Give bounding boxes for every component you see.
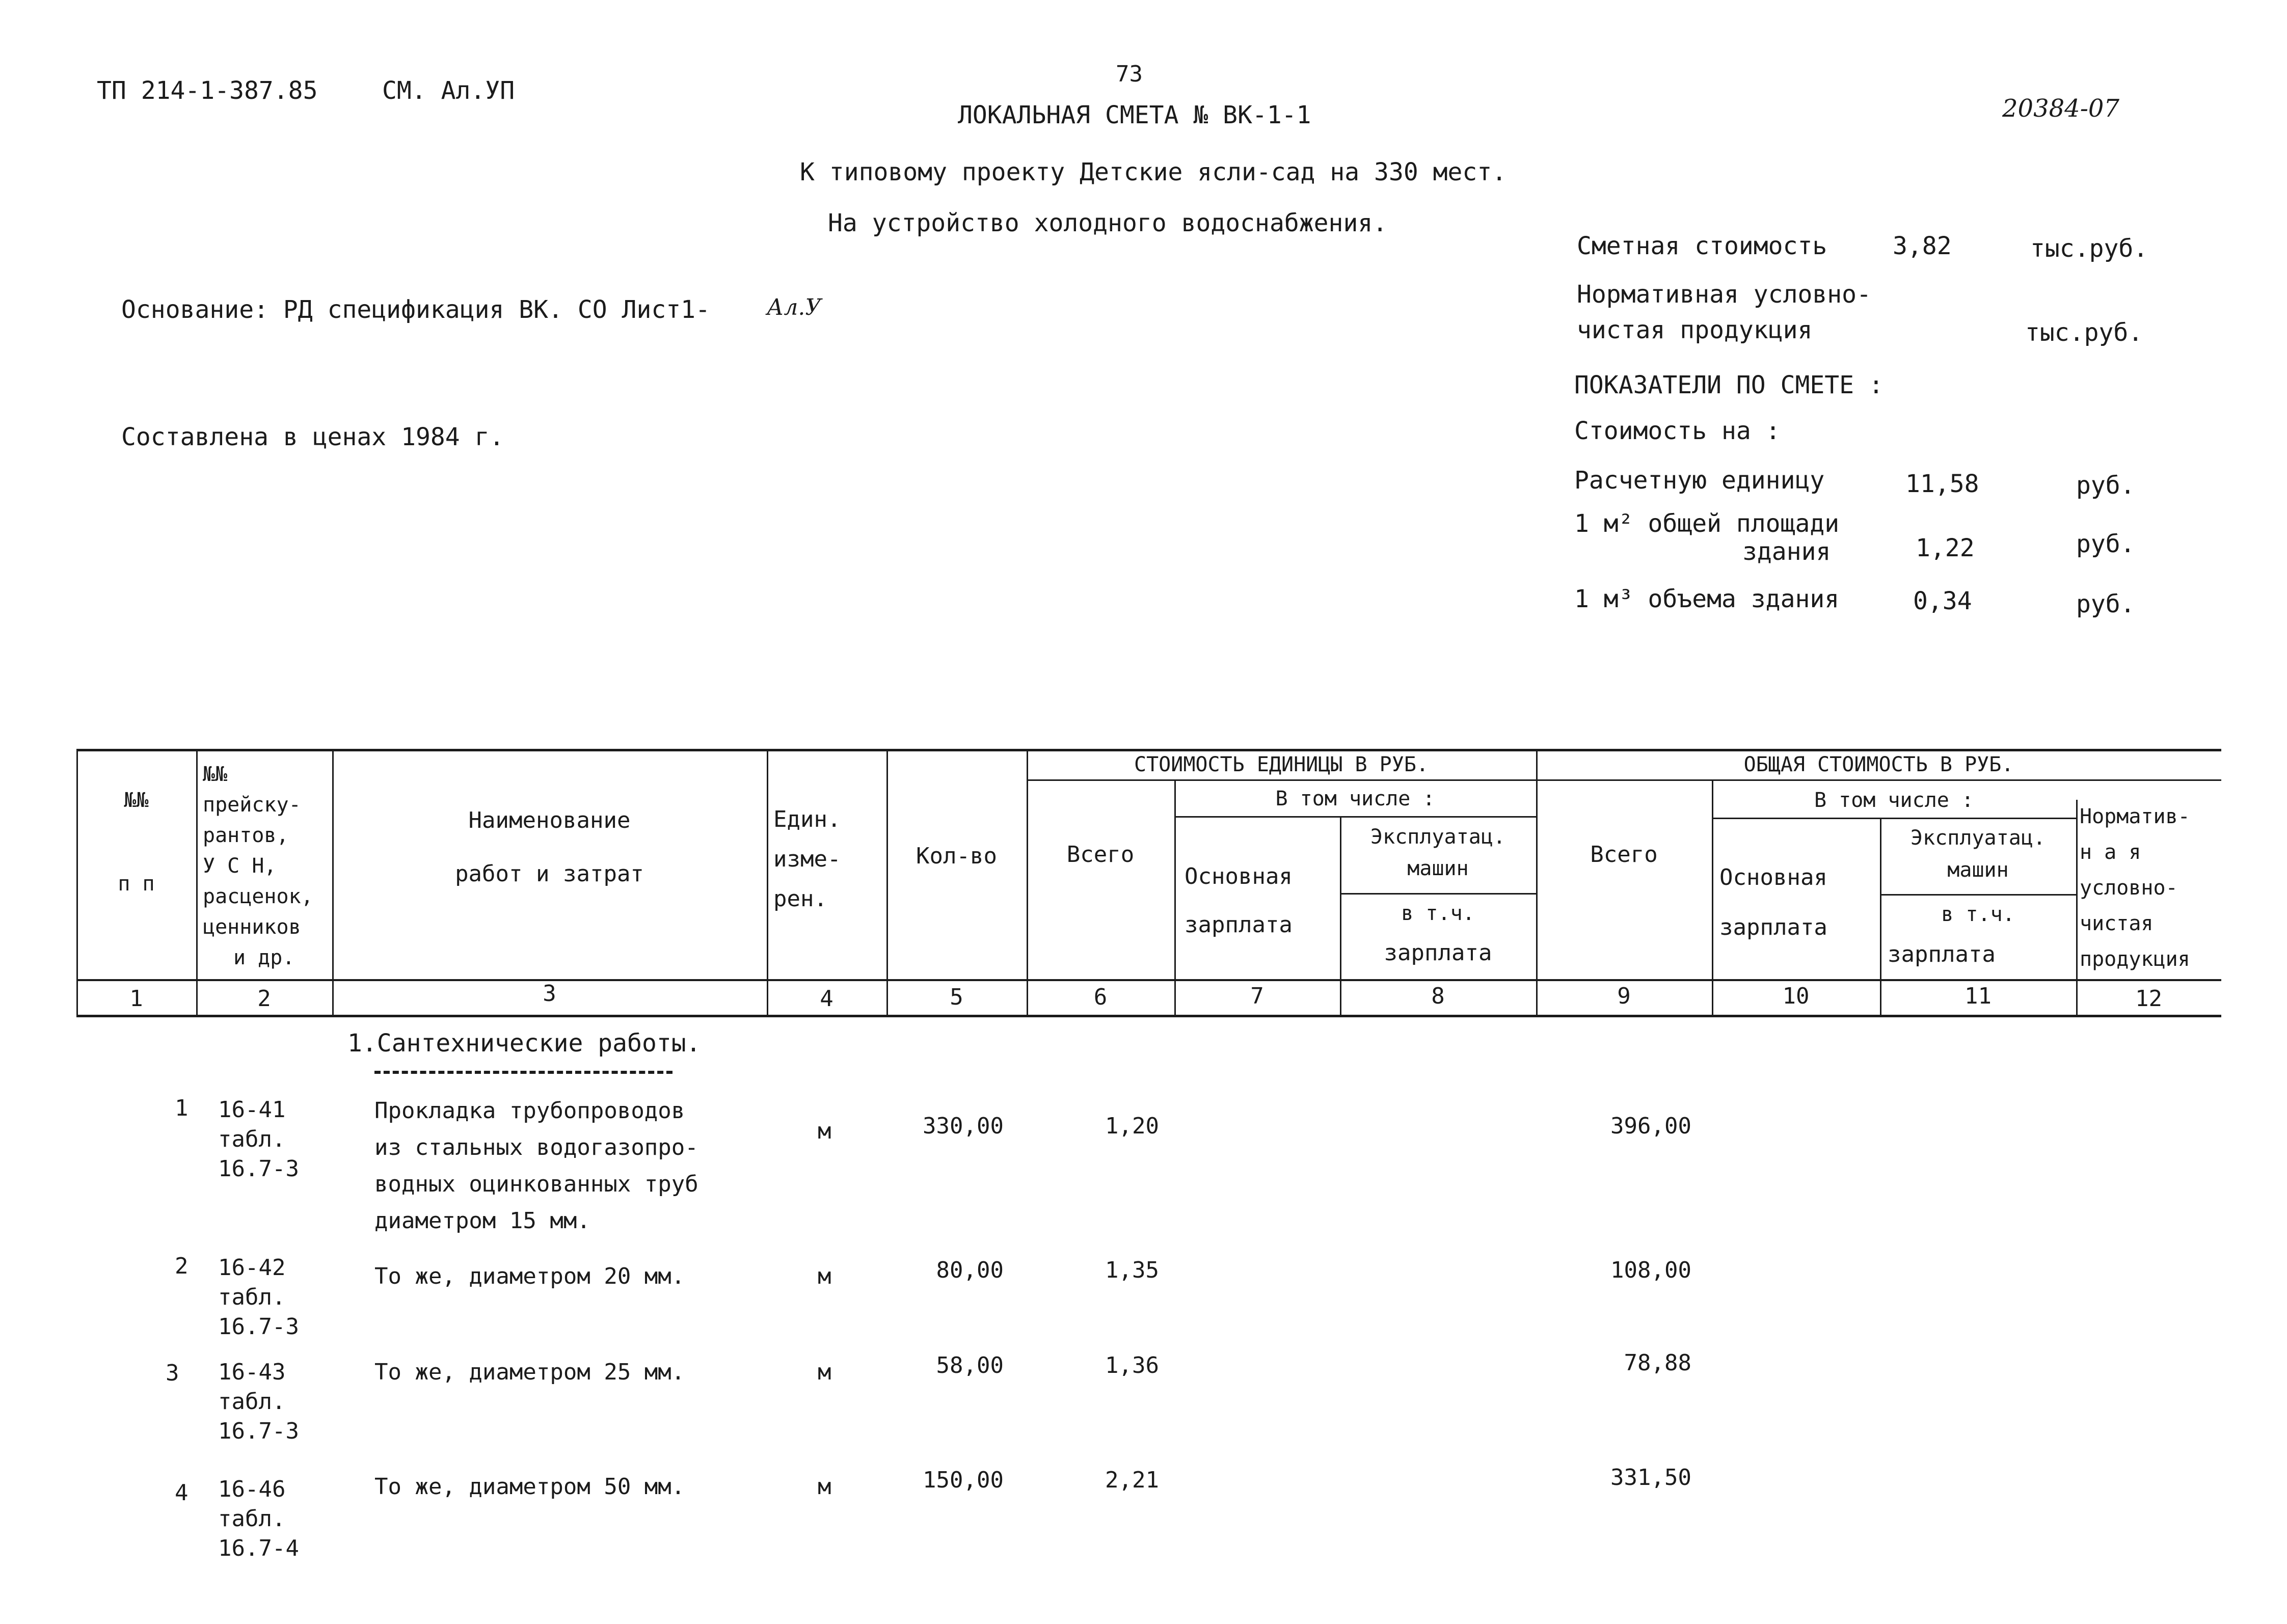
header-unit-including: В том числе : — [1275, 787, 1435, 810]
row-code-line: табл. — [218, 1284, 286, 1310]
row-code — [218, 1475, 299, 1563]
header-col12-line: продукция — [2080, 948, 2190, 971]
row-quantity: 58,00 — [936, 1352, 1004, 1378]
row-unit: м — [818, 1359, 831, 1385]
header-col12 — [2080, 799, 2190, 977]
header-col12-line: чистая — [2080, 912, 2154, 935]
per-area-label-line1: 1 м² общей площади — [1574, 509, 1840, 538]
estimated-cost-unit: тыс.руб. — [2030, 234, 2148, 263]
header-unit-salary-b: зарплата — [1185, 912, 1293, 938]
header-total-machines-b: машин — [1947, 858, 2009, 882]
row-total: 78,88 — [1624, 1350, 1691, 1376]
header-unit-cost-group: СТОИМОСТЬ ЕДИНИЦЫ В РУБ. — [1134, 753, 1429, 776]
row-unit-price: 1,35 — [1105, 1257, 1159, 1283]
row-unit: м — [818, 1118, 831, 1144]
row-total: 331,50 — [1610, 1465, 1691, 1491]
per-volume-label: 1 м³ объема здания — [1574, 585, 1840, 613]
header-total-salary-b: зарплата — [1719, 914, 1827, 940]
row-work-name-line: водных оцинкованных труб — [374, 1171, 698, 1197]
header-col12-line: условно- — [2080, 876, 2178, 900]
row-work-name: То же, диаметром 25 мм. — [374, 1359, 685, 1385]
column-number: 5 — [950, 984, 963, 1010]
col-border-3 — [767, 749, 768, 1015]
unit-machines-rule — [1340, 893, 1536, 895]
column-number: 6 — [1093, 984, 1108, 1010]
row-quantity: 150,00 — [923, 1467, 1004, 1493]
header-total-including: В том числе : — [1814, 789, 1974, 812]
header-col1-a: №№ — [124, 789, 149, 812]
header-col2-line: №№ — [203, 763, 228, 786]
row-unit-price: 1,36 — [1105, 1352, 1159, 1378]
column-number: 7 — [1250, 983, 1264, 1009]
row-work-name-line: из стальных водогазопро- — [374, 1134, 698, 1160]
per-area-label-line2: здания — [1742, 537, 1831, 566]
col-border-5 — [1027, 749, 1028, 1015]
section-underline — [374, 1071, 672, 1074]
header-col2-line: рантов, — [203, 824, 289, 847]
row-work-name: То же, диаметром 50 мм. — [374, 1474, 685, 1500]
col-border-4 — [886, 749, 888, 1015]
table-top-rule — [76, 749, 2221, 751]
per-volume-unit: руб. — [2076, 590, 2135, 618]
column-number: 12 — [2135, 986, 2162, 1012]
header-col1-b: п п — [118, 872, 155, 896]
col-border-1 — [196, 749, 198, 1015]
column-number: 9 — [1617, 983, 1631, 1009]
indicators-label: ПОКАЗАТЕЛИ ПО СМЕТЕ : — [1574, 371, 1884, 399]
col-border-11 — [2076, 800, 2078, 1015]
row-code-line: 16-41 — [218, 1097, 286, 1123]
per-volume-value: 0,34 — [1913, 587, 1972, 615]
per-unit-unit: руб. — [2076, 471, 2135, 500]
column-number: 4 — [820, 986, 833, 1012]
header-col2-line: У С Н, — [203, 854, 277, 878]
inventory-number: 20384-07 — [2002, 94, 2119, 123]
header-col4-line: Един. — [773, 806, 841, 832]
header-total-incl-b: зарплата — [1888, 941, 1996, 967]
header-unit-incl-b: зарплата — [1384, 940, 1492, 966]
row-code — [218, 1253, 299, 1342]
composed-in-prices: Составлена в ценах 1984 г. — [121, 423, 504, 451]
row-number: 1 — [175, 1095, 189, 1121]
row-code-line: 16.7-4 — [218, 1535, 299, 1561]
estimated-cost-value: 3,82 — [1893, 232, 1952, 260]
per-unit-value: 11,58 — [1905, 470, 1979, 498]
header-total-incl-a: в т.ч. — [1941, 903, 2015, 926]
row-quantity: 80,00 — [936, 1257, 1004, 1283]
column-number: 10 — [1782, 983, 1810, 1009]
column-number: 2 — [257, 986, 271, 1012]
header-col3-a: Наименование — [468, 807, 631, 833]
row-quantity: 330,00 — [923, 1113, 1004, 1139]
row-code-line: табл. — [218, 1506, 286, 1532]
header-unit-machines-a: Эксплуатац. — [1370, 825, 1505, 849]
row-work-name-line: Прокладка трубопроводов — [374, 1098, 685, 1124]
row-number: 2 — [175, 1253, 189, 1279]
row-code — [218, 1358, 299, 1446]
header-col4-line: изме- — [773, 846, 841, 872]
row-work-name-line: диаметром 15 мм. — [374, 1208, 590, 1234]
header-unit-total: Всего — [1066, 842, 1135, 868]
unit-including-rule — [1174, 816, 1536, 818]
row-unit-price: 1,20 — [1105, 1113, 1159, 1139]
per-area-value: 1,22 — [1916, 534, 1975, 562]
normative-label-line2: чистая продукция — [1577, 316, 1813, 344]
header-total-machines-a: Эксплуатац. — [1911, 826, 2046, 850]
header-col4-line: рен. — [773, 886, 827, 912]
header-col12-line: н а я — [2080, 841, 2141, 864]
header-grand-total: Всего — [1590, 842, 1658, 868]
header-col12-line: Норматив- — [2080, 805, 2190, 828]
estimated-cost-label: Сметная стоимость — [1577, 232, 1827, 260]
subtitle-purpose: На устройство холодного водоснабжения. — [828, 209, 1388, 237]
row-total: 396,00 — [1610, 1113, 1691, 1139]
row-code-line: 16-46 — [218, 1476, 286, 1502]
header-unit-salary-a: Основная — [1185, 863, 1293, 889]
cost-on-label: Стоимость на : — [1574, 417, 1781, 445]
row-unit: м — [818, 1474, 831, 1500]
header-unit-machines-b: машин — [1407, 857, 1469, 880]
column-number: 3 — [543, 981, 556, 1007]
normative-label-line1: Нормативная условно- — [1577, 280, 1871, 309]
document-title: ЛОКАЛЬНАЯ СМЕТА № ВК-1-1 — [958, 101, 1311, 129]
album-reference: СМ. Ал.УП — [382, 76, 515, 105]
header-total-salary-a: Основная — [1719, 864, 1827, 890]
row-work-name: То же, диаметром 20 мм. — [374, 1263, 685, 1289]
page-number: 73 — [1116, 61, 1143, 87]
header-col2-line: ценников — [203, 915, 301, 939]
col-border-9 — [1712, 779, 1713, 1015]
subtitle-project: К типовому проекту Детские ясли-сад на 330 мест. — [800, 158, 1507, 186]
row-unit: м — [818, 1263, 831, 1289]
header-unit-incl-a: в т.ч. — [1401, 902, 1475, 925]
row-code — [218, 1095, 299, 1184]
row-code-line: табл. — [218, 1389, 286, 1415]
col-border-8 — [1536, 749, 1538, 1015]
column-number: 8 — [1431, 983, 1445, 1009]
basis-suffix: Ал.У — [767, 294, 822, 320]
col-border-6 — [1174, 779, 1176, 1015]
row-number: 4 — [175, 1480, 189, 1506]
header-col2 — [203, 759, 313, 973]
row-code-line: табл. — [218, 1126, 286, 1152]
row-unit-price: 2,21 — [1105, 1467, 1159, 1493]
row-code-line: 16.7-3 — [218, 1314, 299, 1340]
row-code-line: 16.7-3 — [218, 1418, 299, 1444]
column-number: 11 — [1965, 983, 1992, 1009]
section-title: 1.Сантехнические работы. — [347, 1029, 701, 1058]
header-col5: Кол-во — [916, 843, 997, 869]
header-col2-line: расценок, — [203, 885, 313, 908]
total-including-rule — [1712, 818, 2076, 819]
row-code-line: 16-42 — [218, 1255, 286, 1281]
group-header-rule — [1027, 779, 2221, 781]
per-area-unit: руб. — [2076, 530, 2135, 558]
header-col2-line: и др. — [233, 946, 295, 969]
column-number: 1 — [129, 986, 143, 1012]
normative-unit: тыс.руб. — [2025, 318, 2143, 347]
basis-text: Основание: РД спецификация ВК. СО Лист1- — [121, 295, 710, 324]
header-total-cost-group: ОБЩАЯ СТОИМОСТЬ В РУБ. — [1743, 753, 2014, 776]
header-col4 — [773, 800, 841, 919]
row-code-line: 16.7-3 — [218, 1156, 299, 1182]
header-col3-b: работ и затрат — [455, 861, 644, 887]
column-numbers-rule — [76, 1015, 2221, 1017]
row-number: 3 — [166, 1360, 179, 1386]
row-code-line: 16-43 — [218, 1359, 286, 1385]
header-col2-line: прейску- — [203, 793, 301, 817]
row-work-name — [374, 1093, 698, 1239]
document-code: ТП 214-1-387.85 — [97, 76, 318, 105]
row-total: 108,00 — [1610, 1257, 1691, 1283]
total-machines-rule — [1880, 894, 2076, 896]
per-unit-label: Расчетную единицу — [1574, 466, 1825, 495]
